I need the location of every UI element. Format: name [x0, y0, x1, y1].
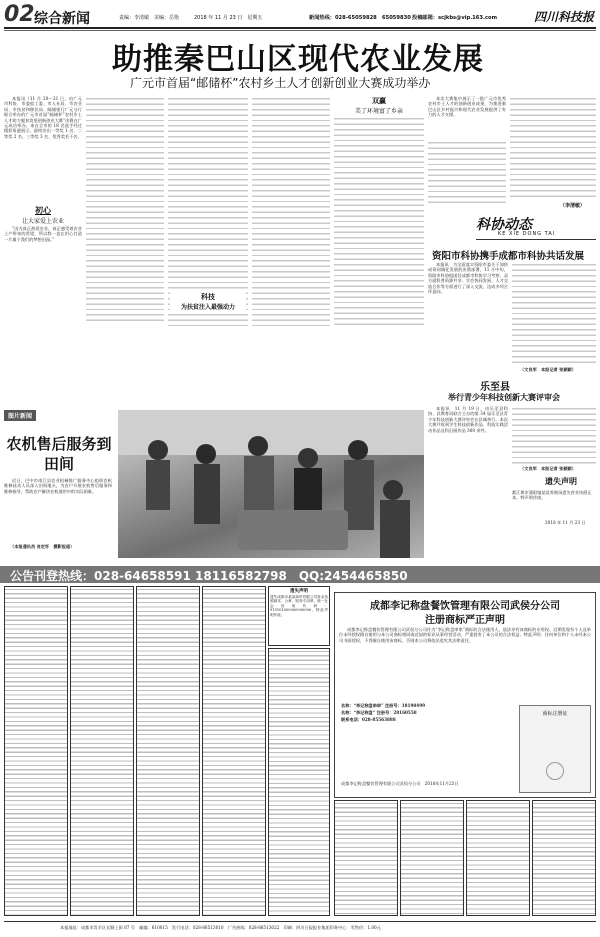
news2-title: 乐至县 — [480, 382, 510, 393]
news-photo — [118, 410, 424, 558]
lead-col-6-text — [428, 140, 506, 206]
news2-subtitle: 举行青少年科技创新大赛评审会 — [448, 393, 560, 402]
trademark-body: 成都李记称盘餐饮管理有限公司武侯分公司作为“李记称盘串串”商标的合法使用人，依法享有该商标的专用权。近期发现有个人及单位未经授权擅自使用与本公司商标相同或近似的标识从事经营活动，严重侵害了本公司的合法权益。特此声明：任何单位和个人未经本公司书面授权，不得擅自使用该商标，否则本公司将依法追究其法律责任。 — [339, 627, 591, 643]
classified-ad — [4, 586, 68, 916]
notice-body: 都江堰市蒲阳镇某某养殖场遗失营业执照正本，特声明作废。 — [512, 490, 592, 501]
page-number: 02 — [4, 2, 35, 27]
lead-subtitle: 广元市首届“邮储杯”农村乡土人才创新创业大赛成功举办 — [130, 76, 431, 90]
lead-col-2-text — [86, 96, 164, 321]
notice-title: 遗失声明 — [545, 477, 577, 486]
header-editors: 责编：李清敏 美编：岳艳 — [119, 15, 180, 21]
subhead-2b: 为扶贫注入最强动力 — [180, 304, 235, 311]
classified-ad — [268, 648, 330, 916]
trademark-title: 成都李记称盘餐饮管理有限公司武侯分公司 — [370, 601, 560, 612]
subhead-3: 双赢 — [372, 97, 386, 105]
column-tag — [428, 214, 596, 240]
subhead-3b: 美了环境富了乡亲 — [354, 108, 403, 115]
classified-hotline: 公告刊登热线：028-64658591 18116582798 QQ:2454465850 — [10, 569, 408, 583]
ad-text: 遗失成都市某某商贸有限公司营业执照副本、公章、财务专用章，统一社会信用代码：915101000000000000，特此声明作废。 — [270, 595, 328, 617]
photo-feature-title: 农机售后服务到田间 — [6, 435, 112, 473]
header-email: 投稿邮箱：scjkbs@vip.163.com — [412, 15, 498, 21]
subhead-box-2 — [170, 292, 246, 311]
header-date: 2018 年 11 月 23 日 星期五 — [194, 15, 263, 21]
classified-ad — [400, 800, 464, 916]
news2-col-2 — [512, 406, 596, 464]
column-tag-chinese: 科协动态 — [476, 217, 532, 233]
lead-col-5-text — [334, 116, 424, 326]
lead-col-1 — [4, 96, 82, 201]
column-tag-bar — [476, 239, 596, 240]
cert-seal — [546, 762, 564, 780]
column-tag-pinyin: KE XIE DONG TAI — [498, 231, 556, 237]
lead-col-7-text — [510, 96, 596, 201]
header-hotline: 新闻热线：028-65059828 65059830 — [309, 15, 411, 21]
trademark-subtitle: 注册商标严正声明 — [425, 615, 505, 626]
subhead-1: 初心 — [35, 206, 51, 215]
lead-col-1b — [4, 226, 82, 346]
trademark-date: 成都李记称盘餐饮管理有限公司武侯分公司 2018年11月23日 — [341, 781, 459, 786]
news2-para: 本报讯 11 月 19 日，由乐至县科协、县教育局联合主办的第 34 届乐至县青少年科技创新大赛评审会在县城举行。本次大赛共收到学生科技创新作品、科技实践活动作品及科幻画作品 300 余件。 — [428, 406, 508, 433]
classified-ad — [466, 800, 530, 916]
footer-info: 本报地址：成都市青羊区长顺上街 87 号 邮编：610015 发行电话：028-86513010 广告热线：028-86513022 印刷：四川日报报业集团印务中心 零售价：1.00元 — [60, 925, 381, 930]
subhead-box-3 — [334, 96, 424, 115]
lead-title: 助推秦巴山区现代农业发展 — [112, 42, 484, 77]
classified-ad — [70, 586, 134, 916]
trademark-contact-3: 联系电话：028-85563888 — [341, 717, 396, 722]
lead-col-4-text — [252, 96, 330, 326]
cert-label: 商标注册证 — [542, 711, 568, 717]
lead-para-1: 本报讯（11 月 20～21 日，由广元市科协、市委组工委、市人社局、市农业局、市扶贫和移民局、邮储银行广元分行联合举办的广元市首届“邮储杯”农村乡土人才助力脱贫攻坚创新创业大赛”决赛在广元成功举办。来自全市的 18 名选手经过精彩角逐展示，最终决出一等奖 1 名、二等奖 2 名、三等奖 3 名、优秀奖若干名。 — [4, 96, 82, 139]
footer-rule — [4, 921, 596, 922]
classified-ad — [334, 800, 398, 916]
photo-feature-para: 近日，巴中市南江县农业机械推广服务中心组织农机维修技术人员深入田间地头，为农户开展农机售后服务和维修指导，帮助农户解决农机使用中的实际困难。 — [4, 478, 112, 494]
news1-para: 本报讯 为全面落实资阳市委关于加快成资同城化发展的决策部署，11 月中旬，资阳市科协组团赴成都市科协学习考察，双方就科普资源共享、学会协同发展、人才交流合作等方面进行了深入交流，达成多项合作意向。 — [428, 262, 508, 295]
section-title: 综合新闻 — [34, 11, 90, 27]
lead-byline: （李清敏） — [560, 203, 586, 209]
header-rule-thin — [4, 30, 596, 31]
trademark-cert-image — [519, 705, 591, 793]
lead-para-2: “因为真正热爱农业，真正感受着农业土产带来的希望，所以我一直在用心打造一片属于我们的梦想田园。” — [4, 226, 82, 242]
page-header — [4, 4, 596, 28]
news1-body-1 — [428, 262, 508, 372]
classified-ad-featured — [268, 586, 330, 646]
classified-grid — [4, 586, 330, 916]
news2-byline: （文良军 本报记者 张颖颖） — [520, 466, 576, 471]
photo-feature-body — [4, 478, 112, 540]
photo-feature-credit: （本报通讯员 肖定怀 摄影报道） — [10, 544, 75, 549]
trademark-notice — [334, 592, 596, 798]
masthead-logo: 四川科技报 — [534, 10, 595, 24]
lead-para-3: 本次大赛集中展示了一批广元市优秀农村乡土人才的创新创业成果，为推进秦巴山区乡村振兴和现代农业发展提供了有力的人才支撑。 — [428, 96, 506, 118]
trademark-contact-1: 名称：“李记称盘串串” 注册号：18190499 — [341, 703, 426, 708]
news1-title: 资阳市科协携手成都市科协共话发展 — [432, 251, 585, 262]
classified-ad — [136, 586, 200, 916]
subhead-1b: 让大家爱上农业 — [21, 218, 64, 225]
notice-date: 2018 年 11 月 23 日 — [545, 520, 586, 525]
photo-scene — [118, 410, 424, 558]
classified-ad — [532, 800, 596, 916]
news2-body-1 — [428, 406, 508, 516]
news1-byline: （文良军 本报记者 张颖颖） — [520, 367, 576, 372]
ad-heading: 遗失声明 — [290, 589, 308, 594]
news1-col-2 — [512, 262, 596, 367]
header-rule — [4, 27, 596, 29]
classified-ad — [202, 586, 266, 916]
subhead-box-1 — [4, 205, 82, 225]
trademark-contact-2: 名称：“李记称盘” 注册号：28160558 — [341, 710, 417, 715]
subhead-2: 科技 — [201, 293, 215, 301]
photo-tag: 图片新闻 — [4, 410, 36, 421]
